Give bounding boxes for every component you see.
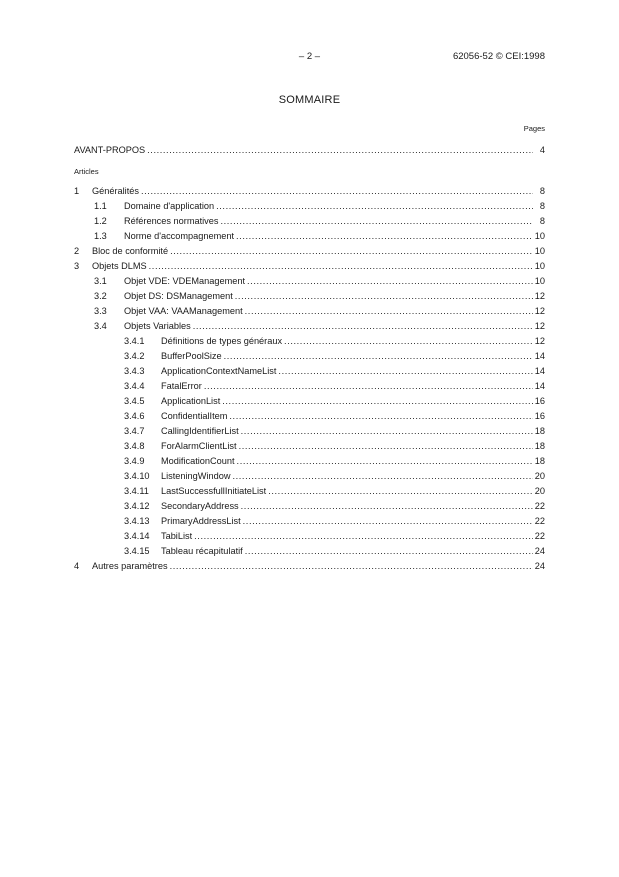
- toc-entry-page: 22: [534, 501, 545, 511]
- dot-leader: [232, 469, 532, 484]
- toc-entry[interactable]: [74, 259, 545, 274]
- toc-entry-number: 3.4.12: [124, 501, 150, 511]
- articles-label: Articles: [74, 167, 99, 176]
- toc-entry-number: 3.1: [94, 276, 107, 286]
- toc-entry-label: Domaine d'application: [124, 201, 215, 211]
- dot-leader: [243, 514, 533, 529]
- toc-entry[interactable]: [74, 199, 545, 214]
- toc-entry-label: Objet VAA: VAAManagement: [124, 306, 243, 316]
- dot-leader: [149, 259, 533, 274]
- dot-leader: [216, 199, 533, 214]
- toc-entry-label: AVANT-PROPOS: [74, 145, 146, 155]
- toc-entry-page: 18: [534, 441, 545, 451]
- toc-entry[interactable]: [74, 424, 545, 439]
- toc-entry-label: CallingIdentifierList: [161, 426, 239, 436]
- toc-entry-label: PrimaryAddressList: [161, 516, 241, 526]
- toc-entry-number: 3.4.6: [124, 411, 145, 421]
- toc-entry-page: 18: [534, 456, 545, 466]
- toc-entry-number: 3.4.7: [124, 426, 145, 436]
- dot-leader: [141, 184, 533, 199]
- toc-entry-page: 12: [534, 291, 545, 301]
- dot-leader: [236, 229, 533, 244]
- dot-leader: [237, 454, 533, 469]
- toc-entry-page: 16: [534, 396, 545, 406]
- dot-leader: [284, 334, 533, 349]
- dot-leader: [204, 379, 533, 394]
- toc-entry-label: Objet DS: DSManagement: [124, 291, 233, 301]
- toc-entry-label: LastSuccessfullInitiateList: [161, 486, 267, 496]
- toc-entry[interactable]: [74, 514, 545, 529]
- toc-entry-number: 2: [74, 246, 80, 256]
- toc-entry[interactable]: [74, 394, 545, 409]
- dot-leader: [170, 559, 533, 574]
- pages-column-label: Pages: [523, 124, 545, 133]
- dot-leader: [193, 319, 533, 334]
- toc-entry[interactable]: [74, 499, 545, 514]
- toc-entry-number: 3.2: [94, 291, 107, 301]
- toc-entry-label: FatalError: [161, 381, 202, 391]
- toc-entry-label: Généralités: [92, 186, 139, 196]
- toc-entry-number: 1.3: [94, 231, 107, 241]
- toc-entry-page: 18: [534, 426, 545, 436]
- toc-entry-label: ForAlarmClientList: [161, 441, 237, 451]
- toc-entry[interactable]: [74, 379, 545, 394]
- toc-entry-label: TabiList: [161, 531, 193, 541]
- toc-entry-label: Objets Variables: [124, 321, 191, 331]
- dot-leader: [239, 439, 533, 454]
- page-title: SOMMAIRE: [278, 94, 341, 106]
- toc-entry-page: 22: [534, 531, 545, 541]
- toc-entry-number: 3.4.9: [124, 456, 145, 466]
- toc-entry[interactable]: [74, 229, 545, 244]
- toc-entry-number: 3.4.2: [124, 351, 145, 361]
- toc-entry-number: 1.1: [94, 201, 107, 211]
- toc-entry-page: 12: [534, 336, 545, 346]
- toc-entry-label: Tableau récapitulatif: [161, 546, 243, 556]
- table-of-contents: [74, 141, 545, 574]
- toc-entry-page: 12: [534, 306, 545, 316]
- toc-entry-number: 3.4.10: [124, 471, 150, 481]
- toc-entry-page: 4: [539, 145, 545, 155]
- dot-leader: [268, 484, 533, 499]
- toc-entry[interactable]: [74, 529, 545, 544]
- toc-entry[interactable]: [74, 184, 545, 199]
- dot-leader: [278, 364, 532, 379]
- toc-entry-label: Objet VDE: VDEManagement: [124, 276, 246, 286]
- toc-entry-label: ListeningWindow: [161, 471, 231, 481]
- toc-entry-page: 10: [534, 261, 545, 271]
- toc-entry-page: 10: [534, 246, 545, 256]
- toc-entry-number: 3.4.3: [124, 366, 145, 376]
- toc-entry-number: 3: [74, 261, 80, 271]
- toc-entry-number: 3.4: [94, 321, 107, 331]
- toc-entry-page: 14: [534, 351, 545, 361]
- dot-leader: [222, 394, 533, 409]
- toc-entry[interactable]: [74, 274, 545, 289]
- document-reference: 62056-52 © CEI:1998: [452, 51, 545, 62]
- toc-entry-label: SecondaryAddress: [161, 501, 239, 511]
- toc-entry-number: 3.4.13: [124, 516, 150, 526]
- toc-entry-page: 22: [534, 516, 545, 526]
- toc-entry-page: 24: [534, 561, 545, 571]
- toc-entry-label: ApplicationList: [161, 396, 221, 406]
- toc-entry-page: 8: [539, 186, 545, 196]
- dot-leader: [147, 141, 533, 160]
- toc-entry-label: Définitions de types généraux: [161, 336, 283, 346]
- toc-entry[interactable]: [74, 484, 545, 499]
- toc-entry-label: ApplicationContextNameList: [161, 366, 277, 376]
- toc-entry-number: 3.3: [94, 306, 107, 316]
- toc-entry-page: 14: [534, 381, 545, 391]
- toc-entry-number: 3.4.8: [124, 441, 145, 451]
- toc-entry-label: ModificationCount: [161, 456, 235, 466]
- dot-leader: [224, 349, 533, 364]
- dot-leader: [245, 544, 533, 559]
- toc-entry-label: Autres paramètres: [92, 561, 168, 571]
- toc-entry[interactable]: [74, 304, 545, 319]
- dot-leader: [194, 529, 533, 544]
- toc-entry[interactable]: [74, 469, 545, 484]
- toc-entry[interactable]: [74, 214, 545, 229]
- page-number: – 2 –: [298, 51, 321, 62]
- dot-leader: [229, 409, 532, 424]
- dot-leader: [170, 244, 533, 259]
- toc-entry[interactable]: [74, 559, 545, 574]
- toc-entry-page: 16: [534, 411, 545, 421]
- dot-leader: [245, 304, 533, 319]
- dot-leader: [241, 499, 533, 514]
- toc-entry[interactable]: [74, 409, 545, 424]
- toc-entry-number: 3.4.4: [124, 381, 145, 391]
- dot-leader: [241, 424, 533, 439]
- toc-entry-number: 3.4.11: [124, 486, 149, 496]
- toc-entry[interactable]: [74, 349, 545, 364]
- toc-entry-page: 24: [534, 546, 545, 556]
- dot-leader: [220, 214, 533, 229]
- toc-entry[interactable]: [74, 544, 545, 559]
- toc-entry-number: 1: [74, 186, 80, 196]
- toc-entry-page: 8: [539, 201, 545, 211]
- toc-entry-label: BufferPoolSize: [161, 351, 222, 361]
- toc-entry-label: Norme d'accompagnement: [124, 231, 235, 241]
- toc-entry-page: 10: [534, 276, 545, 286]
- toc-entry-page: 12: [534, 321, 545, 331]
- toc-entry-page: 10: [534, 231, 545, 241]
- toc-entry-page: 20: [534, 486, 545, 496]
- toc-entry-label: Objets DLMS: [92, 261, 147, 271]
- toc-entry[interactable]: [74, 289, 545, 304]
- toc-entry-label: ConfidentialItem: [161, 411, 228, 421]
- toc-entry[interactable]: [74, 319, 545, 334]
- toc-entry-page: 20: [534, 471, 545, 481]
- dot-leader: [247, 274, 533, 289]
- toc-entry-number: 3.4.5: [124, 396, 145, 406]
- toc-entry-label: Bloc de conformité: [92, 246, 169, 256]
- dot-leader: [235, 289, 533, 304]
- toc-entry-page: 8: [539, 216, 545, 226]
- toc-entry-number: 3.4.14: [124, 531, 150, 541]
- toc-entry[interactable]: [74, 364, 545, 379]
- toc-entry-number: 1.2: [94, 216, 107, 226]
- toc-entry-label: Références normatives: [124, 216, 219, 226]
- toc-entry[interactable]: [74, 439, 545, 454]
- toc-entry[interactable]: [74, 454, 545, 469]
- toc-entry-foreword[interactable]: [74, 141, 545, 160]
- toc-entry[interactable]: [74, 334, 545, 349]
- toc-entry-number: 4: [74, 561, 80, 571]
- toc-entry-number: 3.4.1: [124, 336, 145, 346]
- toc-entries: [74, 184, 545, 574]
- toc-entry-number: 3.4.15: [124, 546, 150, 556]
- toc-entry-page: 14: [534, 366, 545, 376]
- toc-entry[interactable]: [74, 244, 545, 259]
